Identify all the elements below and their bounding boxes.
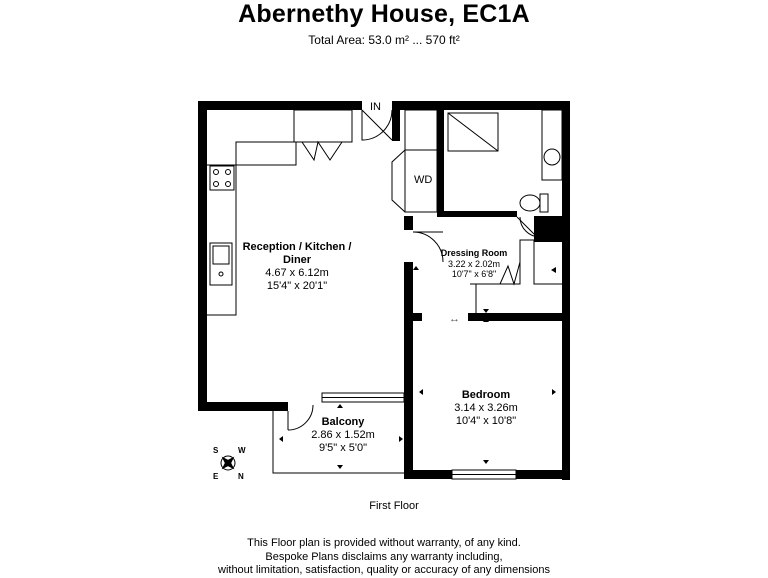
plan-title: Abernethy House, EC1A (238, 0, 530, 28)
compass-n: N (238, 472, 244, 481)
disclaimer (0, 537, 768, 578)
washer-dryer-label: WD (414, 174, 433, 186)
room-metric: 4.67 x 6.12m (265, 267, 329, 279)
room-label-reception (232, 241, 362, 293)
disclaimer-line: This Floor plan is provided without warranty, of any kind. (247, 537, 521, 549)
room-metric: 3.14 x 3.26m (454, 402, 518, 414)
room-imperial: 10'4" x 10'8" (455, 415, 517, 427)
room-name: Bedroom (461, 389, 511, 401)
entrance-label: IN (370, 101, 381, 113)
compass-w: W (238, 446, 246, 455)
dimension-arrow-icon: ↔ (449, 313, 460, 325)
room-metric: 3.22 x 2.02m (447, 258, 501, 269)
room-label-dressing (426, 248, 522, 280)
room-name: Reception / Kitchen / Diner (242, 241, 352, 266)
total-area: Total Area: 53.0 m² ... 570 ft² (308, 33, 460, 47)
room-label-bedroom (436, 389, 536, 428)
room-name: Dressing Room (440, 248, 508, 258)
room-imperial: 10'7" x 6'8" (451, 269, 497, 279)
disclaimer-line: without limitation, satisfaction, quality or accuracy of any dimensions (218, 564, 550, 576)
compass-s: S (213, 446, 219, 455)
room-imperial: 9'5" x 5'0" (318, 442, 368, 454)
disclaimer-line: Bespoke Plans disclaims any warranty including, (265, 550, 503, 563)
room-label-balcony (293, 416, 393, 455)
room-name: Balcony (321, 416, 365, 428)
room-imperial: 15'4" x 20'1" (266, 280, 328, 292)
compass-e: E (213, 472, 219, 481)
compass-icon (220, 455, 237, 472)
floor-label: First Floor (369, 500, 419, 512)
room-metric: 2.86 x 1.52m (311, 429, 375, 441)
